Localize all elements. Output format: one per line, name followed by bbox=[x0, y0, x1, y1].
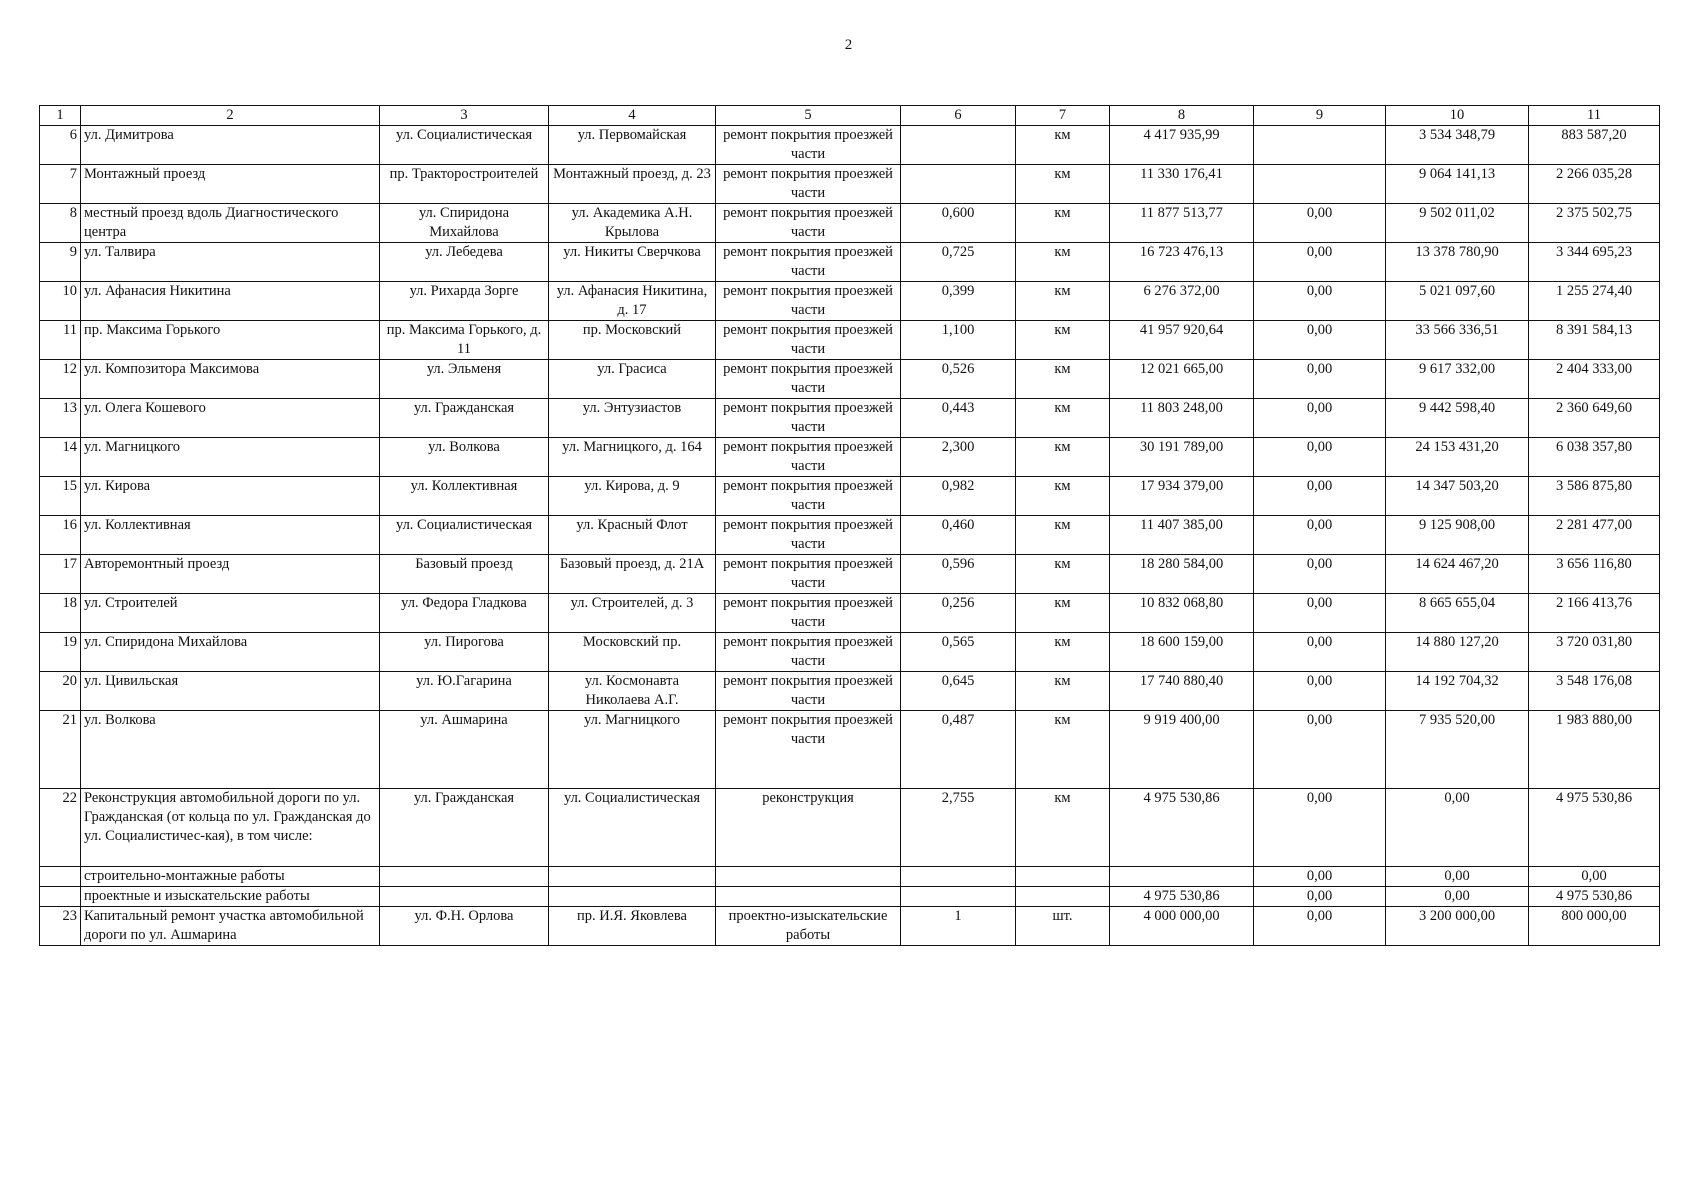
length-value: 0,725 bbox=[901, 243, 1016, 282]
section-to bbox=[549, 887, 716, 907]
column-10-value: 9 125 908,00 bbox=[1386, 516, 1529, 555]
page-number: 2 bbox=[844, 37, 853, 53]
total-cost: 4 975 530,86 bbox=[1110, 887, 1254, 907]
column-11-value: 3 344 695,23 bbox=[1529, 243, 1660, 282]
section-to: Базовый проезд, д. 21А bbox=[549, 555, 716, 594]
section-from: ул. Ф.Н. Орлова bbox=[380, 907, 549, 946]
column-10-value: 24 153 431,20 bbox=[1386, 438, 1529, 477]
column-10-value: 13 378 780,90 bbox=[1386, 243, 1529, 282]
column-9-value: 0,00 bbox=[1254, 321, 1386, 360]
road-name: ул. Цивильская bbox=[81, 672, 380, 711]
column-9-value: 0,00 bbox=[1254, 594, 1386, 633]
total-cost: 11 330 176,41 bbox=[1110, 165, 1254, 204]
section-from: ул. Эльменя bbox=[380, 360, 549, 399]
road-name: ул. Коллективная bbox=[81, 516, 380, 555]
column-10-value: 0,00 bbox=[1386, 887, 1529, 907]
column-11-value: 2 281 477,00 bbox=[1529, 516, 1660, 555]
work-type: ремонт покрытия проезжей части bbox=[716, 438, 901, 477]
table-row bbox=[40, 711, 1660, 789]
section-from: ул. Коллективная bbox=[380, 477, 549, 516]
column-9-value: 0,00 bbox=[1254, 887, 1386, 907]
column-number: 11 bbox=[1529, 106, 1660, 126]
work-type: ремонт покрытия проезжей части bbox=[716, 399, 901, 438]
total-cost: 11 877 513,77 bbox=[1110, 204, 1254, 243]
section-to: ул. Никиты Сверчкова bbox=[549, 243, 716, 282]
section-to bbox=[549, 867, 716, 887]
section-from: пр. Максима Горького, д. 11 bbox=[380, 321, 549, 360]
road-name: местный проезд вдоль Диагностического центра bbox=[81, 204, 380, 243]
column-11-value: 0,00 bbox=[1529, 867, 1660, 887]
column-10-value: 33 566 336,51 bbox=[1386, 321, 1529, 360]
work-type: ремонт покрытия проезжей части bbox=[716, 282, 901, 321]
column-11-value: 2 404 333,00 bbox=[1529, 360, 1660, 399]
section-to: пр. И.Я. Яковлева bbox=[549, 907, 716, 946]
work-type: ремонт покрытия проезжей части bbox=[716, 243, 901, 282]
section-from: ул. Волкова bbox=[380, 438, 549, 477]
road-name: Реконструкция автомобильной дороги по ул. Гражданская (от кольца по ул. Гражданская до ул. Социалистичес-кая), в том числе: bbox=[81, 789, 380, 867]
column-11-value: 2 266 035,28 bbox=[1529, 165, 1660, 204]
unit: км bbox=[1016, 555, 1110, 594]
section-to: ул. Космонавта Николаева А.Г. bbox=[549, 672, 716, 711]
column-9-value: 0,00 bbox=[1254, 438, 1386, 477]
column-11-value: 3 720 031,80 bbox=[1529, 633, 1660, 672]
section-to: ул. Социалистическая bbox=[549, 789, 716, 867]
unit: км bbox=[1016, 399, 1110, 438]
table-row bbox=[40, 282, 1660, 321]
section-from: ул. Федора Гладкова bbox=[380, 594, 549, 633]
row-number: 11 bbox=[40, 321, 81, 360]
section-to: ул. Афанасия Никитина, д. 17 bbox=[549, 282, 716, 321]
road-name: ул. Кирова bbox=[81, 477, 380, 516]
section-to: ул. Академика А.Н. Крылова bbox=[549, 204, 716, 243]
section-from: Базовый проезд bbox=[380, 555, 549, 594]
column-10-value: 14 880 127,20 bbox=[1386, 633, 1529, 672]
column-9-value: 0,00 bbox=[1254, 360, 1386, 399]
column-9-value: 0,00 bbox=[1254, 477, 1386, 516]
total-cost: 17 740 880,40 bbox=[1110, 672, 1254, 711]
work-type: ремонт покрытия проезжей части bbox=[716, 165, 901, 204]
section-from: ул. Ю.Гагарина bbox=[380, 672, 549, 711]
length-value: 0,982 bbox=[901, 477, 1016, 516]
column-number: 4 bbox=[549, 106, 716, 126]
table-row bbox=[40, 672, 1660, 711]
total-cost: 11 803 248,00 bbox=[1110, 399, 1254, 438]
road-name: ул. Димитрова bbox=[81, 126, 380, 165]
table-row bbox=[40, 594, 1660, 633]
row-number: 21 bbox=[40, 711, 81, 789]
column-9-value bbox=[1254, 165, 1386, 204]
section-to: ул. Энтузиастов bbox=[549, 399, 716, 438]
column-9-value: 0,00 bbox=[1254, 516, 1386, 555]
work-type: ремонт покрытия проезжей части bbox=[716, 633, 901, 672]
row-number: 19 bbox=[40, 633, 81, 672]
column-10-value: 0,00 bbox=[1386, 867, 1529, 887]
section-to: пр. Московский bbox=[549, 321, 716, 360]
road-name: ул. Олега Кошевого bbox=[81, 399, 380, 438]
column-11-value: 8 391 584,13 bbox=[1529, 321, 1660, 360]
column-9-value: 0,00 bbox=[1254, 672, 1386, 711]
length-value: 2,755 bbox=[901, 789, 1016, 867]
work-type: ремонт покрытия проезжей части bbox=[716, 672, 901, 711]
length-value: 0,645 bbox=[901, 672, 1016, 711]
row-number: 23 bbox=[40, 907, 81, 946]
row-number: 18 bbox=[40, 594, 81, 633]
table-row bbox=[40, 867, 1660, 887]
table-row bbox=[40, 204, 1660, 243]
total-cost: 11 407 385,00 bbox=[1110, 516, 1254, 555]
road-name: проектные и изыскательские работы bbox=[81, 887, 380, 907]
column-10-value: 14 347 503,20 bbox=[1386, 477, 1529, 516]
unit: км bbox=[1016, 477, 1110, 516]
work-type: ремонт покрытия проезжей части bbox=[716, 126, 901, 165]
unit: км bbox=[1016, 282, 1110, 321]
row-number: 13 bbox=[40, 399, 81, 438]
road-name: ул. Афанасия Никитина bbox=[81, 282, 380, 321]
column-9-value: 0,00 bbox=[1254, 399, 1386, 438]
unit: км bbox=[1016, 516, 1110, 555]
row-number: 14 bbox=[40, 438, 81, 477]
unit: км bbox=[1016, 711, 1110, 789]
column-9-value: 0,00 bbox=[1254, 711, 1386, 789]
section-to: ул. Строителей, д. 3 bbox=[549, 594, 716, 633]
section-to: ул. Первомайская bbox=[549, 126, 716, 165]
column-11-value: 6 038 357,80 bbox=[1529, 438, 1660, 477]
work-type: ремонт покрытия проезжей части bbox=[716, 555, 901, 594]
section-to: ул. Магницкого, д. 164 bbox=[549, 438, 716, 477]
unit: км bbox=[1016, 789, 1110, 867]
unit: км bbox=[1016, 165, 1110, 204]
unit: км bbox=[1016, 243, 1110, 282]
total-cost: 30 191 789,00 bbox=[1110, 438, 1254, 477]
work-type: ремонт покрытия проезжей части bbox=[716, 516, 901, 555]
row-number: 7 bbox=[40, 165, 81, 204]
length-value bbox=[901, 887, 1016, 907]
column-10-value: 14 192 704,32 bbox=[1386, 672, 1529, 711]
total-cost: 10 832 068,80 bbox=[1110, 594, 1254, 633]
column-number: 7 bbox=[1016, 106, 1110, 126]
column-11-value: 1 255 274,40 bbox=[1529, 282, 1660, 321]
table-row bbox=[40, 243, 1660, 282]
column-10-value: 9 502 011,02 bbox=[1386, 204, 1529, 243]
section-from: ул. Ашмарина bbox=[380, 711, 549, 789]
unit: км bbox=[1016, 321, 1110, 360]
total-cost: 41 957 920,64 bbox=[1110, 321, 1254, 360]
total-cost: 4 975 530,86 bbox=[1110, 789, 1254, 867]
length-value: 0,460 bbox=[901, 516, 1016, 555]
section-from bbox=[380, 867, 549, 887]
work-type bbox=[716, 887, 901, 907]
length-value: 0,526 bbox=[901, 360, 1016, 399]
section-to: ул. Магницкого bbox=[549, 711, 716, 789]
unit: км bbox=[1016, 360, 1110, 399]
section-to: ул. Красный Флот bbox=[549, 516, 716, 555]
work-type: ремонт покрытия проезжей части bbox=[716, 594, 901, 633]
total-cost: 18 600 159,00 bbox=[1110, 633, 1254, 672]
table-row bbox=[40, 438, 1660, 477]
table-row bbox=[40, 516, 1660, 555]
unit: км bbox=[1016, 672, 1110, 711]
column-10-value: 7 935 520,00 bbox=[1386, 711, 1529, 789]
work-type: ремонт покрытия проезжей части bbox=[716, 711, 901, 789]
length-value: 1 bbox=[901, 907, 1016, 946]
row-number: 17 bbox=[40, 555, 81, 594]
column-11-value: 3 548 176,08 bbox=[1529, 672, 1660, 711]
row-number bbox=[40, 887, 81, 907]
row-number bbox=[40, 867, 81, 887]
column-10-value: 9 617 332,00 bbox=[1386, 360, 1529, 399]
table-row bbox=[40, 887, 1660, 907]
road-name: Авторемонтный проезд bbox=[81, 555, 380, 594]
table-row bbox=[40, 360, 1660, 399]
work-type bbox=[716, 867, 901, 887]
total-cost: 6 276 372,00 bbox=[1110, 282, 1254, 321]
road-name: строительно-монтажные работы bbox=[81, 867, 380, 887]
road-name: ул. Спиридона Михайлова bbox=[81, 633, 380, 672]
length-value: 0,256 bbox=[901, 594, 1016, 633]
column-9-value: 0,00 bbox=[1254, 282, 1386, 321]
table-row bbox=[40, 399, 1660, 438]
total-cost: 4 000 000,00 bbox=[1110, 907, 1254, 946]
total-cost: 9 919 400,00 bbox=[1110, 711, 1254, 789]
column-number-row bbox=[40, 106, 1660, 126]
road-name: ул. Волкова bbox=[81, 711, 380, 789]
section-to: ул. Грасиса bbox=[549, 360, 716, 399]
column-11-value: 883 587,20 bbox=[1529, 126, 1660, 165]
column-number: 8 bbox=[1110, 106, 1254, 126]
length-value: 0,399 bbox=[901, 282, 1016, 321]
section-to: Московский пр. bbox=[549, 633, 716, 672]
column-9-value: 0,00 bbox=[1254, 633, 1386, 672]
road-repair-table bbox=[39, 105, 1660, 946]
road-name: ул. Композитора Максимова bbox=[81, 360, 380, 399]
column-number: 1 bbox=[40, 106, 81, 126]
column-9-value: 0,00 bbox=[1254, 789, 1386, 867]
section-from: ул. Лебедева bbox=[380, 243, 549, 282]
section-from: ул. Рихарда Зорге bbox=[380, 282, 549, 321]
column-10-value: 8 665 655,04 bbox=[1386, 594, 1529, 633]
work-type: ремонт покрытия проезжей части bbox=[716, 477, 901, 516]
unit: км bbox=[1016, 204, 1110, 243]
row-number: 6 bbox=[40, 126, 81, 165]
section-from: ул. Социалистическая bbox=[380, 126, 549, 165]
length-value bbox=[901, 126, 1016, 165]
section-to: ул. Кирова, д. 9 bbox=[549, 477, 716, 516]
column-number: 6 bbox=[901, 106, 1016, 126]
column-11-value: 3 656 116,80 bbox=[1529, 555, 1660, 594]
unit: км bbox=[1016, 594, 1110, 633]
unit: км bbox=[1016, 633, 1110, 672]
table-row bbox=[40, 126, 1660, 165]
column-11-value: 1 983 880,00 bbox=[1529, 711, 1660, 789]
length-value: 2,300 bbox=[901, 438, 1016, 477]
row-number: 8 bbox=[40, 204, 81, 243]
length-value bbox=[901, 165, 1016, 204]
work-type: ремонт покрытия проезжей части bbox=[716, 321, 901, 360]
road-name: ул. Магницкого bbox=[81, 438, 380, 477]
length-value: 1,100 bbox=[901, 321, 1016, 360]
table-row bbox=[40, 321, 1660, 360]
table-row bbox=[40, 165, 1660, 204]
section-from: пр. Тракторостроителей bbox=[380, 165, 549, 204]
column-10-value: 9 064 141,13 bbox=[1386, 165, 1529, 204]
work-type: проектно-изыскательские работы bbox=[716, 907, 901, 946]
length-value: 0,600 bbox=[901, 204, 1016, 243]
column-11-value: 4 975 530,86 bbox=[1529, 789, 1660, 867]
column-11-value: 800 000,00 bbox=[1529, 907, 1660, 946]
length-value: 0,487 bbox=[901, 711, 1016, 789]
column-10-value: 14 624 467,20 bbox=[1386, 555, 1529, 594]
table-row bbox=[40, 555, 1660, 594]
total-cost: 4 417 935,99 bbox=[1110, 126, 1254, 165]
column-number: 2 bbox=[81, 106, 380, 126]
column-9-value: 0,00 bbox=[1254, 555, 1386, 594]
length-value: 0,565 bbox=[901, 633, 1016, 672]
row-number: 12 bbox=[40, 360, 81, 399]
column-10-value: 9 442 598,40 bbox=[1386, 399, 1529, 438]
table-row bbox=[40, 907, 1660, 946]
section-from: ул. Гражданская bbox=[380, 399, 549, 438]
column-10-value: 0,00 bbox=[1386, 789, 1529, 867]
section-from: ул. Пирогова bbox=[380, 633, 549, 672]
column-11-value: 4 975 530,86 bbox=[1529, 887, 1660, 907]
unit bbox=[1016, 887, 1110, 907]
column-11-value: 2 375 502,75 bbox=[1529, 204, 1660, 243]
column-number: 5 bbox=[716, 106, 901, 126]
road-name: ул. Строителей bbox=[81, 594, 380, 633]
column-11-value: 2 166 413,76 bbox=[1529, 594, 1660, 633]
total-cost: 18 280 584,00 bbox=[1110, 555, 1254, 594]
column-10-value: 3 534 348,79 bbox=[1386, 126, 1529, 165]
unit: км bbox=[1016, 126, 1110, 165]
table-row bbox=[40, 477, 1660, 516]
row-number: 10 bbox=[40, 282, 81, 321]
row-number: 20 bbox=[40, 672, 81, 711]
table-row bbox=[40, 789, 1660, 867]
column-number: 3 bbox=[380, 106, 549, 126]
unit: км bbox=[1016, 438, 1110, 477]
row-number: 22 bbox=[40, 789, 81, 867]
column-number: 10 bbox=[1386, 106, 1529, 126]
column-number: 9 bbox=[1254, 106, 1386, 126]
section-from: ул. Гражданская bbox=[380, 789, 549, 867]
column-10-value: 3 200 000,00 bbox=[1386, 907, 1529, 946]
section-from: ул. Спиридона Михайлова bbox=[380, 204, 549, 243]
row-number: 15 bbox=[40, 477, 81, 516]
total-cost: 16 723 476,13 bbox=[1110, 243, 1254, 282]
column-11-value: 2 360 649,60 bbox=[1529, 399, 1660, 438]
column-11-value: 3 586 875,80 bbox=[1529, 477, 1660, 516]
work-type: реконструкция bbox=[716, 789, 901, 867]
length-value: 0,443 bbox=[901, 399, 1016, 438]
work-type: ремонт покрытия проезжей части bbox=[716, 360, 901, 399]
road-name: Монтажный проезд bbox=[81, 165, 380, 204]
work-type: ремонт покрытия проезжей части bbox=[716, 204, 901, 243]
column-9-value: 0,00 bbox=[1254, 907, 1386, 946]
column-9-value bbox=[1254, 126, 1386, 165]
section-from bbox=[380, 887, 549, 907]
unit bbox=[1016, 867, 1110, 887]
row-number: 9 bbox=[40, 243, 81, 282]
section-from: ул. Социалистическая bbox=[380, 516, 549, 555]
length-value bbox=[901, 867, 1016, 887]
total-cost: 12 021 665,00 bbox=[1110, 360, 1254, 399]
total-cost: 17 934 379,00 bbox=[1110, 477, 1254, 516]
row-number: 16 bbox=[40, 516, 81, 555]
total-cost bbox=[1110, 867, 1254, 887]
length-value: 0,596 bbox=[901, 555, 1016, 594]
column-10-value: 5 021 097,60 bbox=[1386, 282, 1529, 321]
column-9-value: 0,00 bbox=[1254, 243, 1386, 282]
road-name: ул. Талвира bbox=[81, 243, 380, 282]
table-row bbox=[40, 633, 1660, 672]
road-name: пр. Максима Горького bbox=[81, 321, 380, 360]
column-9-value: 0,00 bbox=[1254, 867, 1386, 887]
column-9-value: 0,00 bbox=[1254, 204, 1386, 243]
section-to: Монтажный проезд, д. 23 bbox=[549, 165, 716, 204]
unit: шт. bbox=[1016, 907, 1110, 946]
road-name: Капитальный ремонт участка автомобильной дороги по ул. Ашмарина bbox=[81, 907, 380, 946]
